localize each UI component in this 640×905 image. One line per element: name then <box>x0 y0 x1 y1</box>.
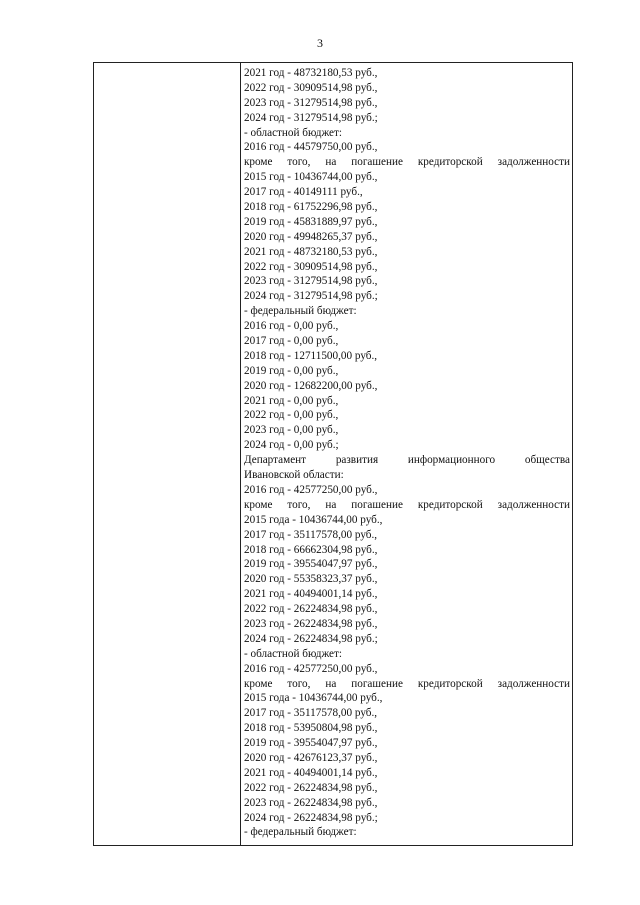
text-line: 2018 год - 53950804,98 руб., <box>244 722 378 735</box>
text-line: 2020 год - 55358323,37 руб., <box>244 573 378 586</box>
text-line: 2024 год - 0,00 руб.; <box>244 439 339 452</box>
text-line: Департамент развития информационного общества <box>244 454 570 467</box>
text-line: кроме того, на погашение кредиторской задолженности <box>244 677 570 690</box>
text-line: 2015 год - 10436744,00 руб., <box>244 171 378 184</box>
text-line: кроме того, на погашение кредиторской задолженности <box>244 498 570 511</box>
text-line: 2024 год - 31279514,98 руб.; <box>244 290 378 303</box>
text-line: Ивановской области: <box>244 469 344 482</box>
text-line: 2019 год - 39554047,97 руб., <box>244 737 378 750</box>
text-line: 2016 год - 44579750,00 руб., <box>244 141 378 154</box>
text-line: 2017 год - 40149111 руб., <box>244 186 363 199</box>
text-line: 2022 год - 26224834,98 руб., <box>244 603 378 616</box>
text-line: 2022 год - 0,00 руб., <box>244 409 339 422</box>
text-line: 2017 год - 35117578,00 руб., <box>244 707 378 720</box>
table-right-cell <box>244 66 570 840</box>
text-line: 2023 год - 26224834,98 руб., <box>244 617 378 630</box>
text-line: 2019 год - 39554047,97 руб., <box>244 558 378 571</box>
text-line: 2022 год - 26224834,98 руб., <box>244 781 378 794</box>
text-line: 2015 года - 10436744,00 руб., <box>244 692 383 705</box>
text-line: 2020 год - 49948265,37 руб., <box>244 230 378 243</box>
text-line: 2019 год - 0,00 руб., <box>244 364 339 377</box>
text-line: 2021 год - 0,00 руб., <box>244 394 339 407</box>
page-number: 3 <box>317 36 323 50</box>
text-line: 2019 год - 45831889,97 руб., <box>244 215 378 228</box>
text-line: 2017 год - 0,00 руб., <box>244 335 339 348</box>
text-line: 2017 год - 35117578,00 руб., <box>244 528 378 541</box>
text-line: 2016 год - 42577250,00 руб., <box>244 662 378 675</box>
text-line: 2021 год - 48732180,53 руб., <box>244 245 378 258</box>
text-line: - федеральный бюджет: <box>244 305 357 318</box>
text-line: 2020 год - 42676123,37 руб., <box>244 751 378 764</box>
text-line: кроме того, на погашение кредиторской задолженности <box>244 156 570 169</box>
text-line: 2018 год - 61752296,98 руб., <box>244 201 378 214</box>
text-line: 2023 год - 26224834,98 руб., <box>244 796 378 809</box>
text-line: 2018 год - 66662304,98 руб., <box>244 543 378 556</box>
text-line: 2023 год - 0,00 руб., <box>244 424 339 437</box>
table-left-cell <box>94 63 241 845</box>
text-line: 2021 год - 40494001,14 руб., <box>244 766 378 779</box>
text-line: 2024 год - 26224834,98 руб.; <box>244 811 378 824</box>
text-line: - федеральный бюджет: <box>244 826 357 839</box>
text-line: 2024 год - 31279514,98 руб.; <box>244 111 378 124</box>
document-table <box>93 62 573 846</box>
text-line: 2021 год - 40494001,14 руб., <box>244 588 378 601</box>
text-line: - областной бюджет: <box>244 126 343 139</box>
text-line: 2023 год - 31279514,98 руб., <box>244 275 378 288</box>
text-line: 2018 год - 12711500,00 руб., <box>244 349 378 362</box>
text-line: 2022 год - 30909514,98 руб., <box>244 81 378 94</box>
text-line: 2016 год - 42577250,00 руб., <box>244 483 378 496</box>
text-line: 2022 год - 30909514,98 руб., <box>244 260 378 273</box>
text-line: 2021 год - 48732180,53 руб., <box>244 67 378 79</box>
text-line: 2015 года - 10436744,00 руб., <box>244 513 383 526</box>
text-line: 2023 год - 31279514,98 руб., <box>244 96 378 109</box>
text-line: 2016 год - 0,00 руб., <box>244 320 339 333</box>
text-line: - областной бюджет: <box>244 647 343 660</box>
text-line: 2024 год - 26224834,98 руб.; <box>244 632 378 645</box>
text-line: 2020 год - 12682200,00 руб., <box>244 379 378 392</box>
